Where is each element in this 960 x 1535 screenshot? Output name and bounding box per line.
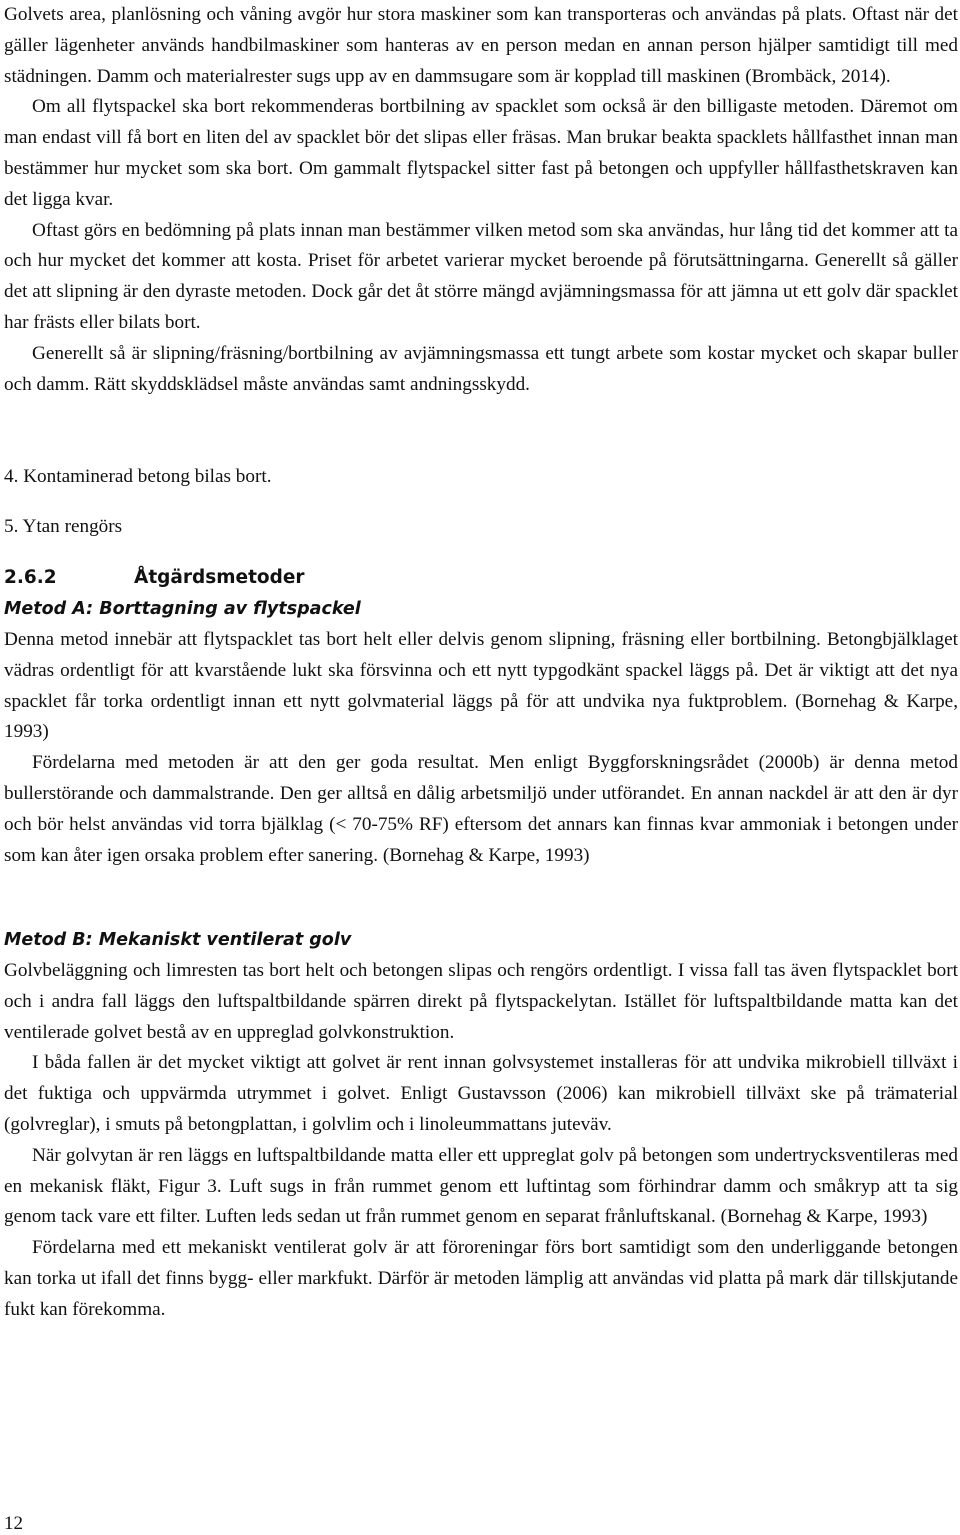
method-b-heading: Metod B: Mekaniskt ventilerat golv (4, 930, 352, 950)
paragraph: Generellt så är slipning/fräsning/bortbilning av avjämningsmassa ett tungt arbete som kostar mycket och skapar buller och damm. Rätt skyddsklädsel måste användas samt andningsskydd. (4, 342, 958, 395)
paragraph: Fördelarna med ett mekaniskt ventilerat golv är att föroreningar förs bort samtidigt som den underliggande betongen kan torka ut ifall det finns bygg- eller markfukt. Därför är metoden lämplig att användas vid platta på mark där tillskjutande fukt kan förekomma. (4, 1237, 958, 1320)
method-a-heading: Metod A: Borttagning av flytspackel (4, 599, 361, 619)
paragraph: Golvbeläggning och limresten tas bort helt och betongen slipas och rengörs ordentligt. I vissa fall tas även flytspacklet bort och i andra fall läggs den luftspaltbildande spärren direkt på flytspackelytan. Istället för luftspaltbildande matta kan det ventilerade golvet bestå av en uppreglad golvkonstruktion. (4, 960, 958, 1043)
step-5: 5. Ytan rengörs (4, 516, 123, 537)
intro-section (4, 0, 958, 400)
paragraph: Fördelarna med metoden är att den ger goda resultat. Men enligt Byggforskningsrådet (2000b) är denna metod bullerstörande och dammalstrande. Den ger alltså en dålig arbetsmiljö under utförandet. En annan nackdel är att den är dyr och bör helst användas vid torra bjälklag (< 70-75% RF) eftersom det annars kan finnas kvar ammoniak i betongen under som kan åter igen orsaka problem efter sanering. (Bornehag & Karpe, 1993) (4, 752, 958, 866)
step-4: 4. Kontaminerad betong bilas bort. (4, 466, 272, 487)
paragraph: Golvets area, planlösning och våning avgör hur stora maskiner som kan transporteras och användas på plats. Oftast när det gäller lägenheter används handbilmaskiner som hanteras av en person medan en annan person hjälper samtidigt till med städningen. Damm och materialrester sugs upp av en dammsugare som är kopplad till maskinen (Brombäck, 2014). (4, 4, 958, 87)
method-a-body (4, 625, 958, 871)
section-title: Åtgärdsmetoder (134, 567, 305, 588)
section-heading (4, 563, 305, 593)
section-number: 2.6.2 (4, 567, 57, 588)
paragraph: När golvytan är ren läggs en luftspaltbildande matta eller ett uppreglat golv på betongen som undertrycksventileras med en mekanisk fläkt, Figur 3. Luft sugs in från rummet genom ett luftintag som förhindrar damm och småkryp att ta sig genom tack vare ett filter. Luften leds sedan ut från rummet genom en separat frånluftskanal. (Bornehag & Karpe, 1993) (4, 1144, 958, 1228)
paragraph: I båda fallen är det mycket viktigt att golvet är rent innan golvsystemet installeras för att undvika mikrobiell tillväxt i det fuktiga och uppvärmda utrymmet i golvet. Enligt Gustavsson (2006) kan mikrobiell tillväxt ske på trämaterial (golvreglar), i smuts på betongplattan, i golvlim och i linoleummattans juteväv. (4, 1052, 958, 1135)
paragraph: Denna metod innebär att flytspacklet tas bort helt eller delvis genom slipning, fräsning eller bortbilning. Betongbjälklaget vädras ordentligt för att kvarstående lukt ska försvinna och ett nytt typgodkänt spackel läggs på. Det är viktigt att det nya spacklet får torka ordentligt innan ett nytt golvmaterial läggs på för att undvika nya fuktproblem. (Bornehag & Karpe, 1993) (4, 629, 958, 743)
method-b-body (4, 956, 958, 1326)
paragraph: Oftast görs en bedömning på plats innan man bestämmer vilken metod som ska användas, hur lång tid det kommer att ta och hur mycket det kommer att kosta. Priset för arbetet varierar mycket beroende på förutsättningarna. Generellt så gäller det att slipning är den dyraste metoden. Dock går det åt större mängd avjämningsmassa för att jämna ut ett golv där spacklet har frästs eller bilats bort. (4, 219, 958, 333)
page-number: 12 (4, 1513, 23, 1534)
paragraph: Om all flytspackel ska bort rekommenderas bortbilning av spacklet som också är den billigaste metoden. Däremot om man endast vill få bort en liten del av spacklet bör det slipas eller fräsas. Man brukar beakta spacklets hållfasthet innan man bestämmer hur mycket som ska bort. Om gammalt flytspackel sitter fast på betongen och uppfyller hållfasthetskraven kan det ligga kvar. (4, 96, 958, 210)
